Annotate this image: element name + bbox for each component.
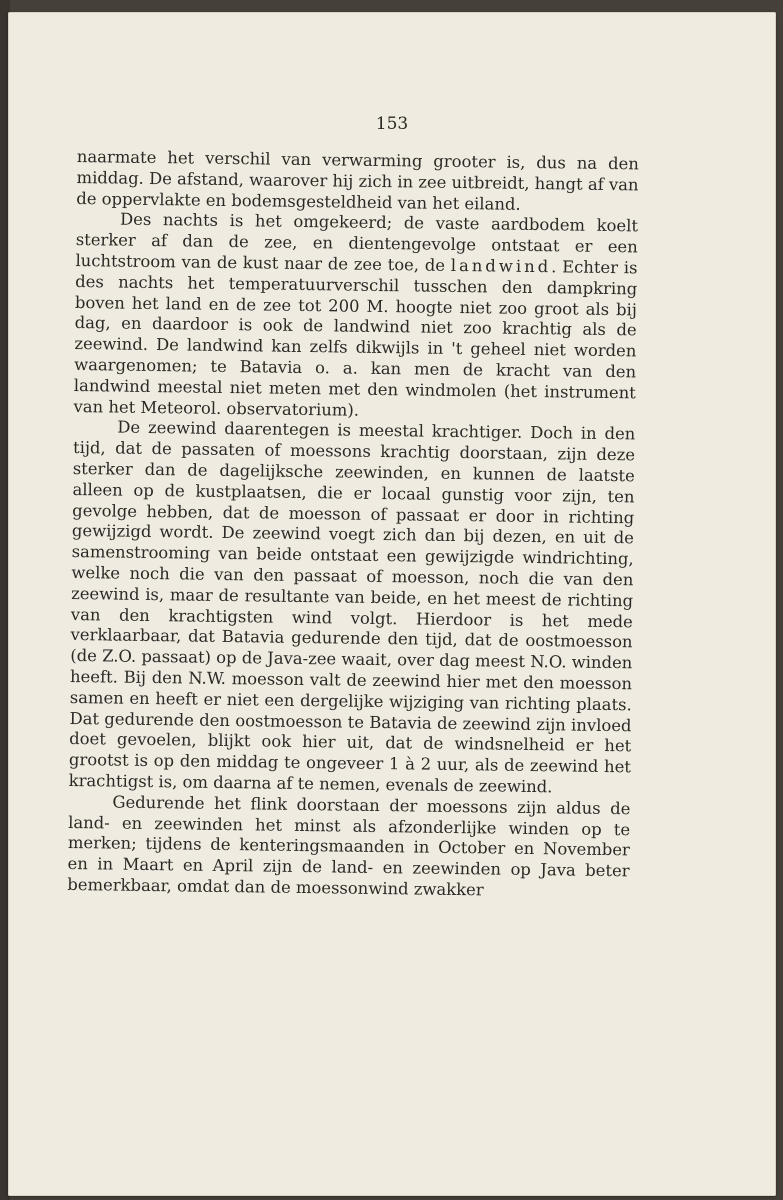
book-page <box>8 12 776 1196</box>
paragraph-2-text-before: Des nachts is het omgekeerd; de vaste aardbodem koelt sterker af dan de zee, en dientengevolge ontstaat er een luchtstroom van de kust naar de zee toe, de <box>75 209 639 275</box>
body-text <box>67 147 639 903</box>
paragraph-2-text-after: . Echter is des nachts het temperatuurverschil tusschen den dampkring boven het land en de zee tot 200 M. hoogte niet zoo groot als bij dag, en daardoor is ook de landwind niet zoo krachtig als de zeewind. De landwind kan zelfs dikwijls in 't geheel niet worden waargenomen; te Batavia o. a. kan men de kracht van den landwind meestal niet meten met den windmolen (het instrument van het Meteorol. observatorium). <box>73 257 638 420</box>
paragraph-3: De zeewind daarentegen is meestal krachtiger. Doch in den tijd, dat de passaten of moessons krachtig doorstaan, zijn deze sterker dan de dagelijksche zeewinden, en kunnen de laatste alleen op de kustplaatsen, die er locaal gunstig voor zijn, ten gevolge hebben, dat de moesson of passaat er door in richting gewijzigd wordt. De zeewind voegt zich dan bij dezen, en uit de samenstrooming van beide ontstaat een gewijzigde windrichting, welke noch die van den passaat of moesson, noch die van den zeewind is, maar de resultante van beide, en het meest de richting van den krachtigsten wind volgt. Hierdoor is het mede verklaarbaar, dat Batavia gedurende den tijd, dat de oostmoesson (de Z.O. passaat) op de Java-zee waait, over dag meest N.O. winden heeft. Bij den N.W. moesson valt de zeewind hier met den moesson samen en heeft er niet een dergelijke wijziging van richting plaats. Dat gedurende den oostmoesson te Batavia de zeewind zijn invloed doet gevoelen, blijkt ook hier uit, dat de windsnelheid er het grootst is op den middag te ongeveer 1 à 2 uur, als de zeewind het krachtigst is, om daarna af te nemen, evenals de zeewind. <box>68 417 636 797</box>
paragraph-2-emphasis: landwind <box>450 255 552 277</box>
paragraph-1: naarmate het verschil van verwarming grooter is, dus na den middag. De afstand, waarover hij zich in zee uitbreidt, hangt af van de oppervlakte en bodemsgesteldheid van het eiland. <box>76 147 639 214</box>
paragraph-4: Gedurende het flink doorstaan der moessons zijn aldus de land- en zeewinden het minst als afzonderlijke winden op te merken; tijdens de kenteringsmaanden in October en November en in Maart en April zijn de land- en zeewinden op Java beter bemerkbaar, omdat dan de moessonwind zwakker <box>67 792 631 900</box>
page-number: 153 <box>375 114 409 134</box>
paragraph-2 <box>73 209 638 424</box>
